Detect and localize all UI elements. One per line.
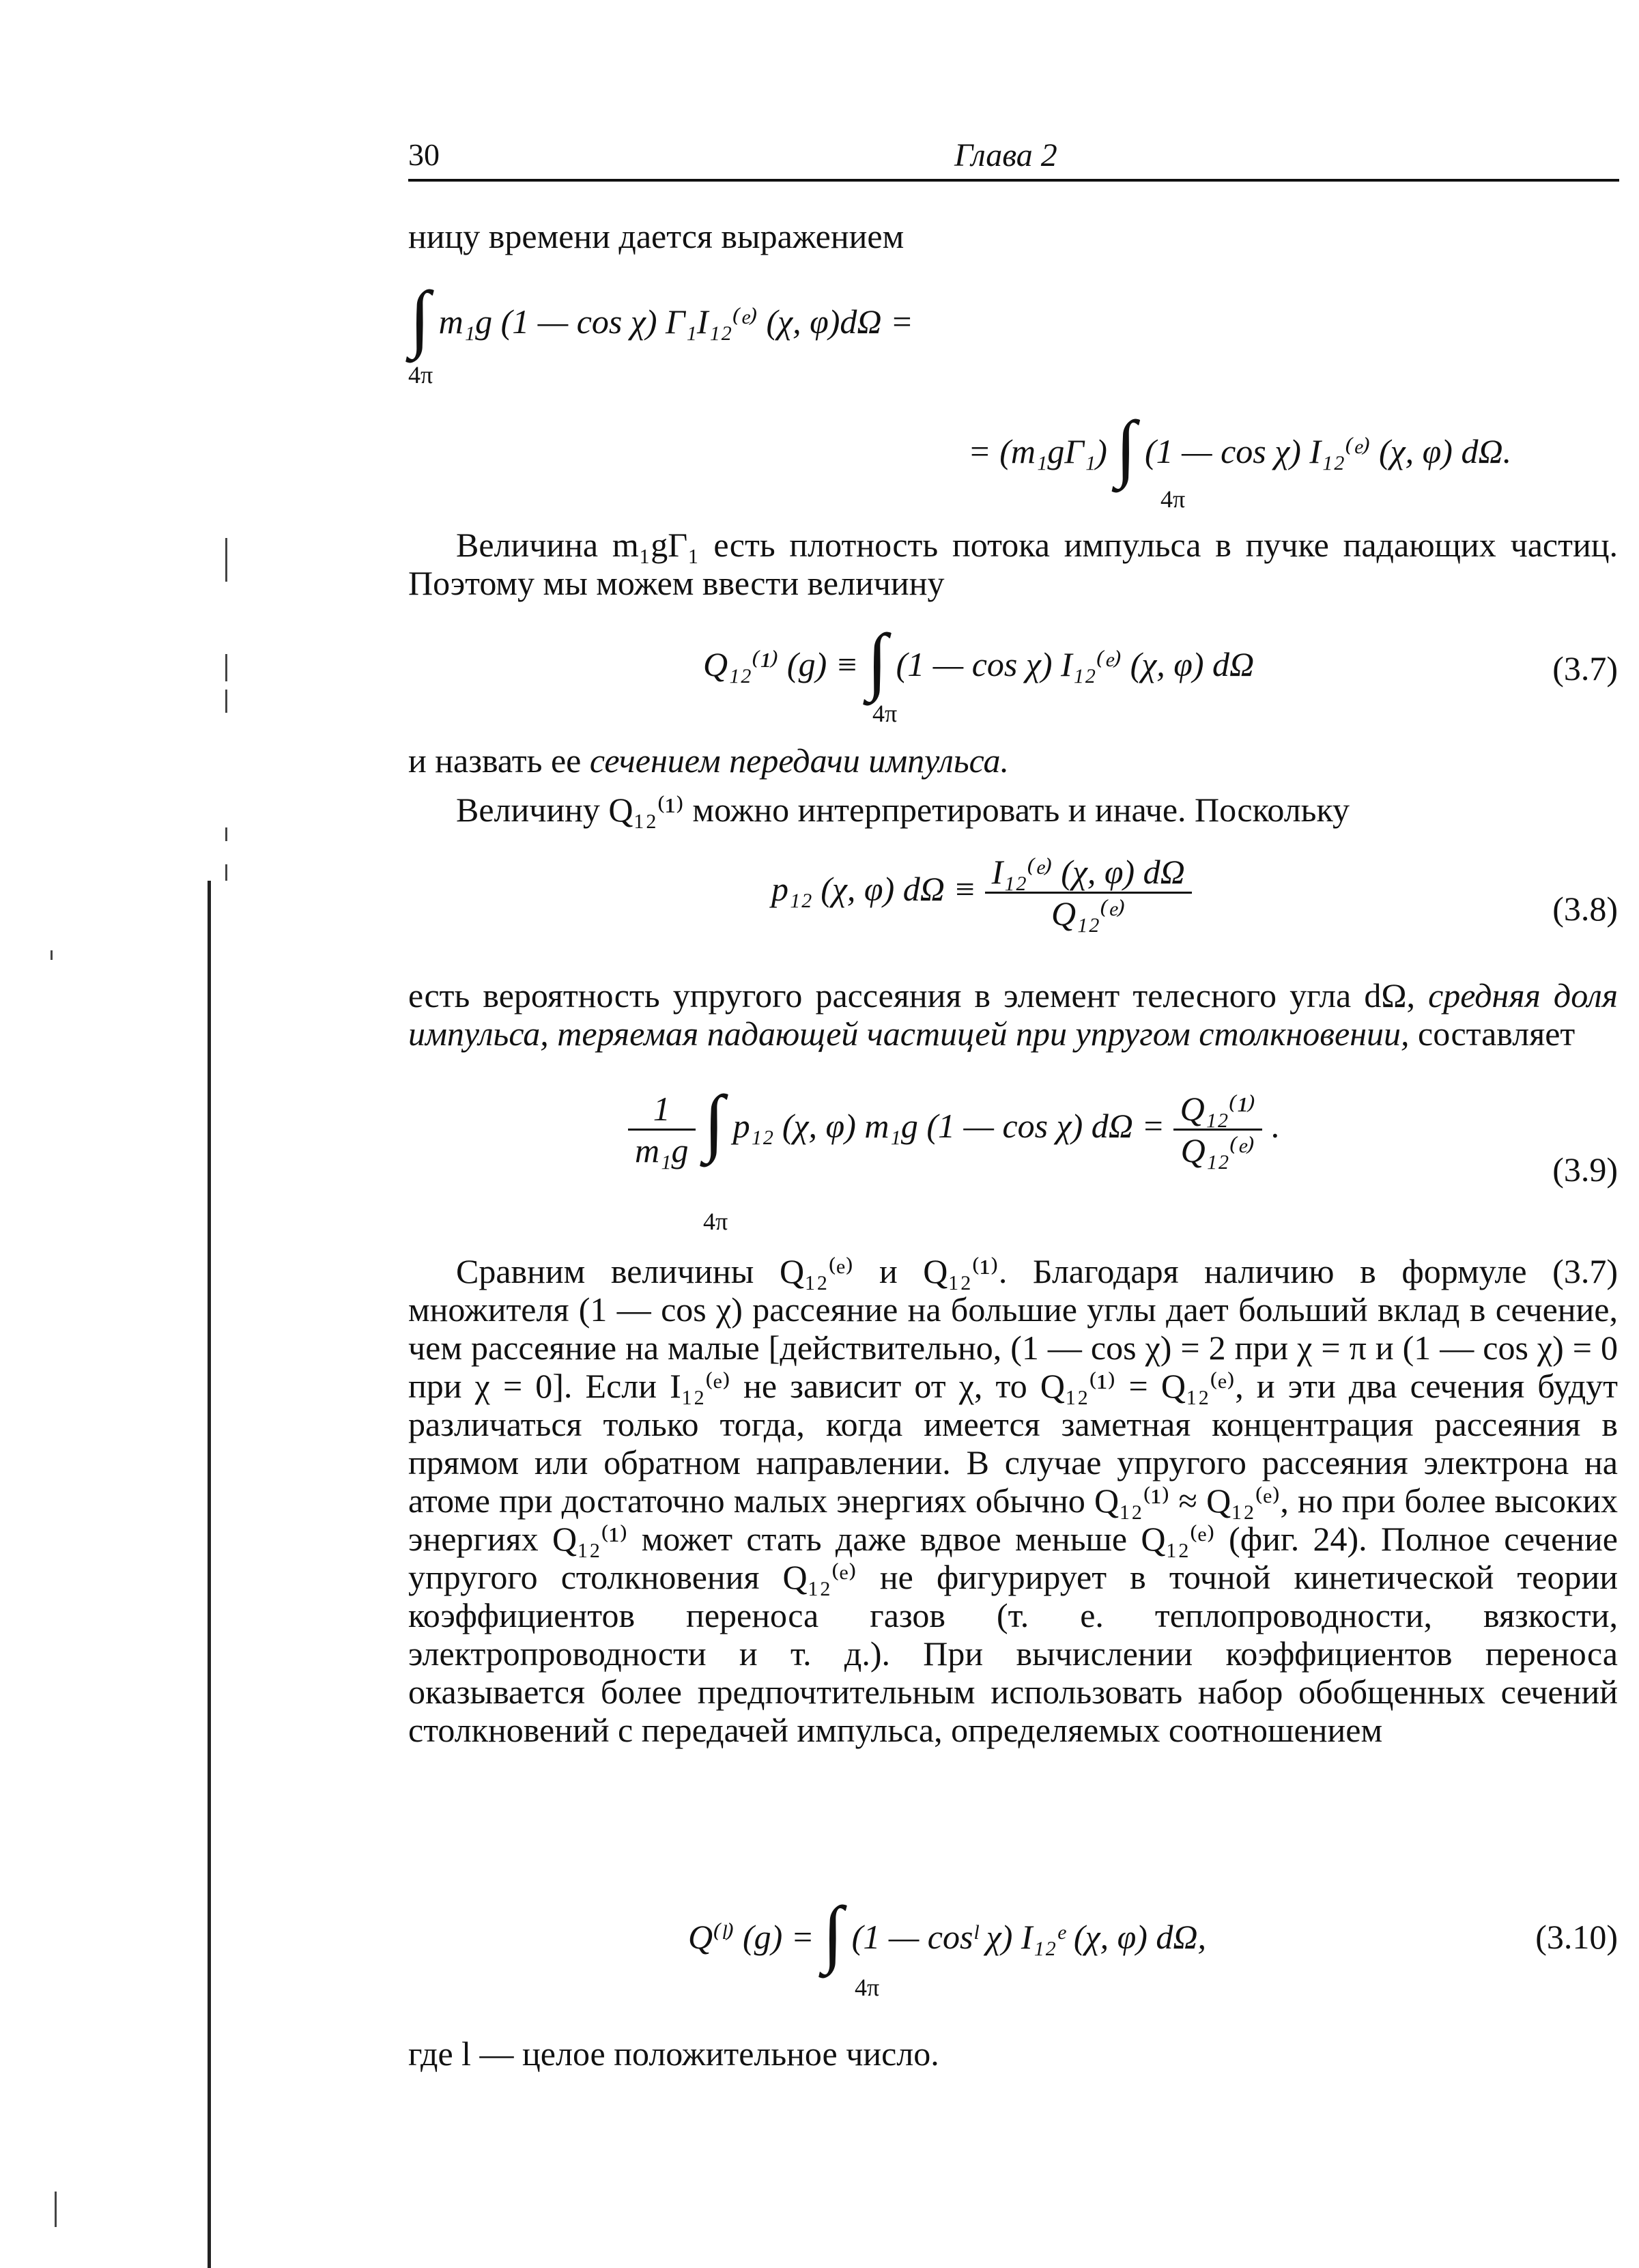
equation-top-line2: = (m₁gΓ₁) ∫ (1 — cos χ) I₁₂⁽ᵉ⁾ (χ, φ) dΩ. [968,406,1512,489]
equation-3-7: Q₁₂⁽¹⁾ (g) ≡ ∫ (1 — cos χ) I₁₂⁽ᵉ⁾ (χ, φ) dΩ [703,619,1255,702]
scan-mark [55,2192,57,2227]
equation-number-3-7: (3.7) [1552,649,1618,688]
equation-number-3-8: (3.8) [1552,890,1618,928]
page-number: 30 [408,137,440,172]
scan-mark [225,827,227,841]
integral-sign: ∫ [866,619,888,702]
intro-line: ницу времени дается выражением [408,217,904,255]
equation-top-line1: ∫ m₁g (1 — cos χ) Γ₁I₁₂⁽ᵉ⁾ (χ, φ)dΩ = [410,276,913,359]
equation-number-3-10: (3.10) [1535,1918,1618,1956]
scan-mark [225,690,227,713]
integral-limit: 4π [872,700,898,727]
integral-sign: ∫ [823,1891,844,1974]
integral-sign: ∫ [704,1080,725,1163]
paragraph-1: Величина m₁gΓ₁ есть плотность потока импульса в пучке падающих частиц. Поэтому мы можем ввести величину [408,526,1618,602]
equation-3-9: $\frac{1}{\text{m₁g}}$ ∫ p₁₂ (χ, φ) m₁g (1 — cos χ) dΩ = $\frac{\text{Q₁₂⁽¹⁾}}{\text{Q₁₂⁽ᵉ⁾}}$ . [628,1084,1279,1170]
scan-mark [225,654,227,681]
scan-edge-line [208,881,211,2268]
scan-mark [225,864,227,881]
chapter-title: Глава 2 [954,137,1057,173]
integral-sign: ∫ [1115,406,1137,489]
fraction: $\frac{1}{\text{m₁g}}$ [628,1089,696,1170]
fraction: $\frac{\text{Q₁₂⁽¹⁾}}{\text{Q₁₂⁽ᵉ⁾}}$ [1173,1089,1262,1170]
running-header [408,131,1618,186]
integral-limit: 4π [855,1974,880,2001]
equation-number-3-9: (3.9) [1552,1150,1618,1189]
final-line: где l — целое положительное число. [408,2035,939,2073]
scan-mark [51,950,53,960]
paragraph-4: есть вероятность упругого рассеяния в элемент телесного угла dΩ, средняя доля импульса, теряемая падающей частицей при упругом столкновении, составляет [408,976,1619,1053]
integral-limit: 4π [1160,485,1186,513]
integral-limit: 4π [703,1208,728,1235]
integral-sign: ∫ [410,276,431,359]
paragraph-2: и назвать ее сечением передачи импульса. [408,741,1009,780]
integral-limit: 4π [408,361,433,388]
equation-3-8: p₁₂ (χ, φ) dΩ ≡ $\frac{\text{I₁₂⁽ᵉ⁾ (χ, φ) dΩ}}{\text{Q₁₂⁽ᵉ⁾}}$ [771,852,1192,933]
header-rule [408,179,1619,182]
fraction: $\frac{\text{I₁₂⁽ᵉ⁾ (χ, φ) dΩ}}{\text{Q₁₂⁽ᵉ⁾}}$ [985,852,1192,933]
scan-mark [225,538,227,582]
equation-3-10: Q⁽ˡ⁾ (g) = ∫ (1 — cosˡ χ) I₁₂ᵉ (χ, φ) dΩ, [688,1891,1207,1974]
paragraph-5: Сравним величины Q₁₂⁽ᵉ⁾ и Q₁₂⁽¹⁾. Благодаря наличию в формуле (3.7) множителя (1 — cos χ) рассеяние на большие углы дает больший вклад в сечение, чем рассеяние на малые [действительно, (1 — cos χ) = 2 при χ = π и (1 — cos χ) = 0 при χ = 0]. Если I₁₂⁽ᵉ⁾ не зависит от χ, то Q₁₂⁽¹⁾ = Q₁₂⁽ᵉ⁾, и эти два сечения будут различаться только тогда, когда имеется заметная концентрация рассеяния в прямом или обратном направлении. В случае упругого рассеяния электрона на атоме при достаточно малых энергиях обычно Q₁₂⁽¹⁾ ≈ Q₁₂⁽ᵉ⁾, но при более высоких энергиях Q₁₂⁽¹⁾ может стать даже вдвое меньше Q₁₂⁽ᵉ⁾ (фиг. 24). Полное сечение упругого столкновения Q₁₂⁽ᵉ⁾ не фигурирует в точной кинетической теории коэффициентов переноса газов (т. е. теплопроводности, вязкости, электропроводности и т. д.). При вычислении коэффициентов переноса оказывается более предпочтительным использовать набор обобщенных сечений столкновений с передачей импульса, определяемых соотношением [408,1252,1618,1749]
paragraph-3: Величину Q₁₂⁽¹⁾ можно интерпретировать и иначе. Поскольку [456,791,1350,829]
